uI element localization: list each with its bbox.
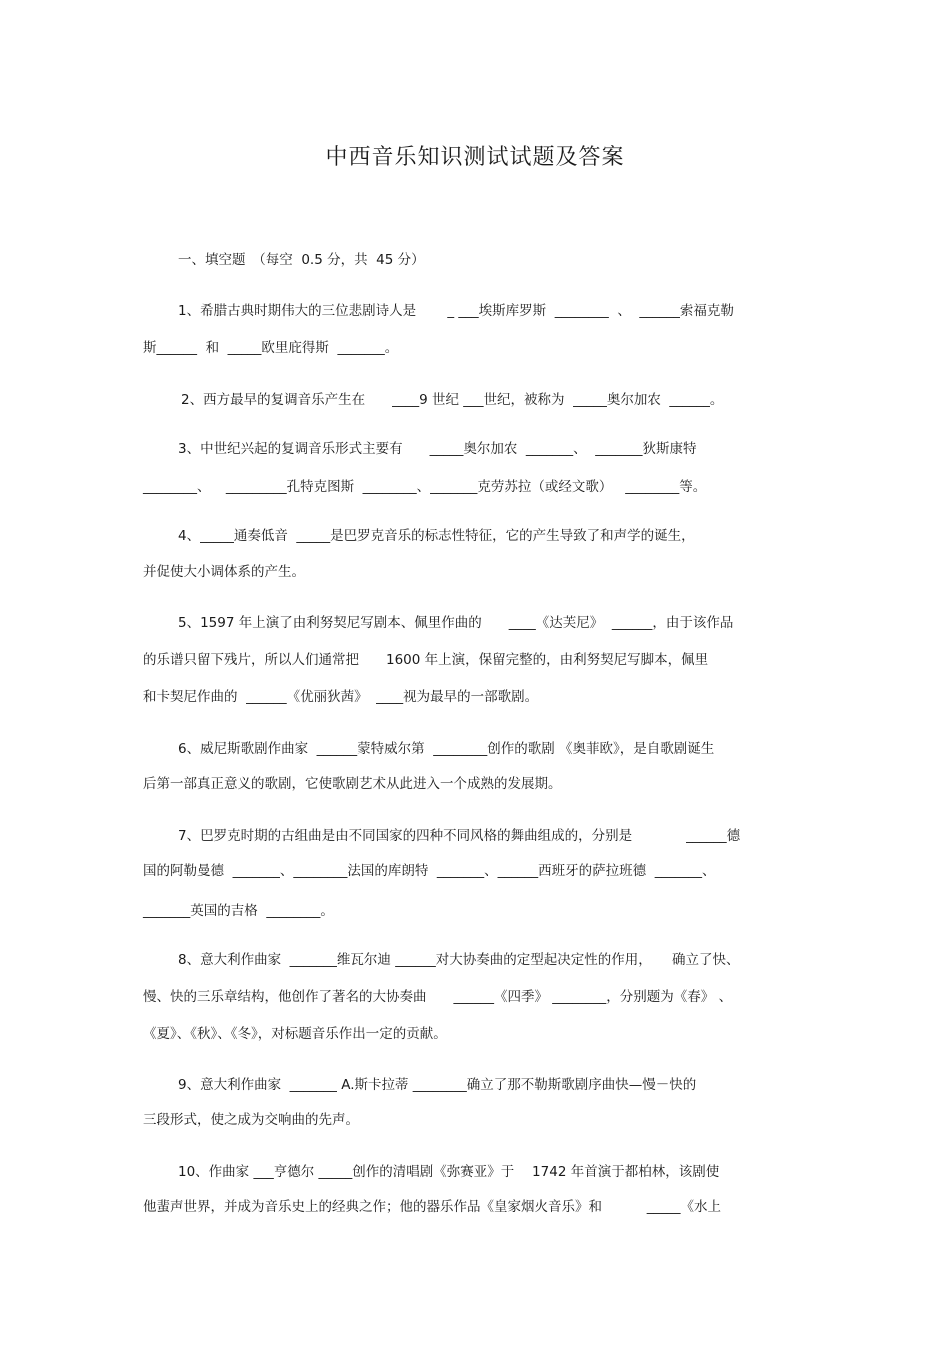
question-line: ________、 _________孔特克图斯 ________、_______克劳苏拉（或经文歌） ________等。 [143,479,707,495]
question-line: 6、威尼斯歌剧作曲家 ______蒙特威尔第 ________创作的歌剧 《奥菲欧》，是自歌剧诞生 [178,741,715,757]
question-line: 《夏》、《秋》、《冬》，对标题音乐作出一定的贡献。 [143,1026,447,1042]
question-line: 7、巴罗克时期的古组曲是由不同国家的四种不同风格的舞曲组成的，分别是 ______德 [178,828,741,844]
section-heading: 一、填空题 （每空 0.5 分，共 45 分） [178,252,425,268]
question-line: 5、1597 年上演了由利努契尼写剧本、佩里作曲的 ____《达芙尼》 ______，由于该作品 [178,615,734,631]
question-line: 后第一部真正意义的歌剧，它使歌剧艺术从此进入一个成熟的发展期。 [143,776,562,792]
question-line: 1、希腊古典时期伟大的三位悲剧诗人是 _ ___埃斯库罗斯 ________ 、 ______索福克勒 [178,303,734,319]
question-line: 国的阿勒曼德 _______、________法国的库朗特 _______、______西班牙的萨拉班德 _______、 [143,863,716,879]
document-title: 中西音乐知识测试试题及答案 [325,145,625,170]
question-line: 斯______ 和 _____欧里庇得斯 _______。 [143,340,399,356]
question-line: 3、中世纪兴起的复调音乐形式主要有 _____奥尔加农 _______、 _______狄斯康特 [178,441,697,457]
question-line: 并促使大小调体系的产生。 [143,564,305,580]
question-line: 4、_____通奏低音 _____是巴罗克音乐的标志性特征，它的产生导致了和声学的诞生， [178,528,695,544]
question-line: 10、作曲家 ___亨德尔 _____创作的清唱剧《弥赛亚》于 1742 年首演于都柏林，该剧使 [178,1164,720,1180]
question-line: 8、意大利作曲家 _______维瓦尔迪 ______对大协奏曲的定型起决定性的作用， 确立了快、 [178,952,740,968]
question-line: 和卡契尼作曲的 ______《优丽狄茜》 ____视为最早的一部歌剧。 [143,689,539,705]
question-line: 的乐谱只留下残片，所以人们通常把 1600 年上演，保留完整的，由利努契尼写脚本，佩里 [143,652,709,668]
question-line: 2、西方最早的复调音乐产生在 ____9 世纪 ___世纪，被称为 _____奥尔加农 ______。 [181,392,724,408]
question-line: _______英国的吉格 ________。 [143,903,334,919]
question-line: 慢、快的三乐章结构，他创作了著名的大协奏曲 ______《四季》 ________，分别题为《春》 、 [143,989,733,1005]
question-line: 他蜚声世界，并成为音乐史上的经典之作；他的器乐作品《皇家烟火音乐》和 _____《水上 [143,1199,722,1215]
question-line: 9、意大利作曲家 _______ A.斯卡拉蒂 ________确立了那不勒斯歌剧序曲快—慢－快的 [178,1077,697,1093]
question-line: 三段形式，使之成为交响曲的先声。 [143,1112,359,1128]
